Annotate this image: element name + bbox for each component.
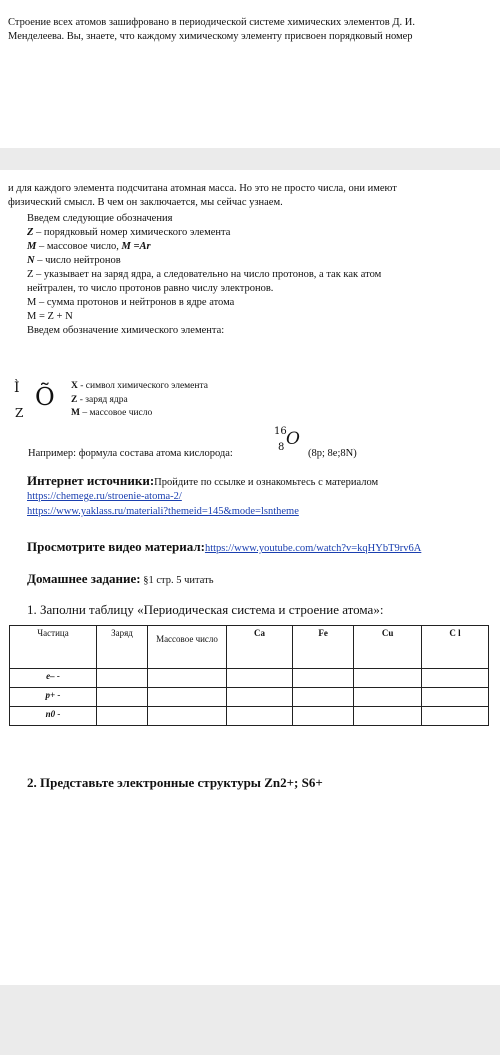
mass-formula: M = Z + N [27, 311, 73, 322]
intro-line-1: и для каждого элемента подсчитана атомная масса. Но это не просто числа, они имеют [8, 183, 397, 194]
notation-mass-index: Ì [14, 380, 20, 396]
table-cell[interactable] [148, 707, 227, 726]
table-cell[interactable] [227, 669, 293, 688]
definition-z-text: – порядковый номер химического элемента [33, 227, 231, 238]
document-page-1 [0, 0, 500, 148]
legend-x-symbol: X [71, 381, 78, 391]
page1-text-line-2: Менделеева. Вы, знаете, что каждому химическому элементу присвоен порядковый номер [8, 31, 413, 42]
link-1-row [27, 490, 182, 503]
table-row [10, 669, 489, 688]
example-text: Например: формула состава атома кислорода: [28, 448, 233, 459]
legend-m-symbol: M [71, 408, 80, 418]
legend-x [71, 380, 208, 393]
chemege-link[interactable]: https://chemege.ru/stroenie-atoma-2/ [27, 491, 182, 502]
legend-m-text: – массовое число [79, 408, 153, 418]
homework-text: §1 стр. 5 читать [140, 575, 214, 586]
table-header-cell: Ca [227, 626, 293, 669]
table-cell[interactable] [422, 688, 489, 707]
table-cell[interactable] [293, 688, 354, 707]
definitions-title: Введем следующие обозначения [27, 213, 173, 224]
legend-x-text: - символ химического элемента [77, 381, 208, 391]
definition-n [27, 254, 121, 267]
yaklass-link[interactable]: https://www.yaklass.ru/materiali?themeid=145&mode=lsntheme [27, 506, 299, 517]
notation-element-symbol: Õ [35, 383, 55, 411]
definition-n-text: – число нейтронов [34, 255, 121, 266]
video-material [27, 540, 421, 555]
legend-m [71, 407, 152, 420]
z-explanation-line-1: Z – указывает на заряд ядра, а следовательно на число протонов, а так как атом [27, 269, 382, 280]
table-cell[interactable] [227, 707, 293, 726]
task-1-title: 1. Заполни таблицу «Периодическая система и строение атома»: [27, 602, 384, 617]
table-row-label: p+ - [10, 688, 97, 707]
table-cell[interactable] [354, 669, 422, 688]
table-cell[interactable] [227, 688, 293, 707]
notation-title: Введем обозначение химического элемента: [27, 325, 225, 336]
legend-z-symbol: Z [71, 395, 78, 405]
example-element-symbol: O [286, 429, 300, 449]
table-header-row [10, 626, 489, 669]
table-header-cell: Cu [354, 626, 422, 669]
definition-z-symbol: Z [27, 227, 34, 238]
table-row [10, 707, 489, 726]
z-explanation-line-2: нейтрален, то число протонов равно числу электронов. [27, 283, 274, 294]
legend-z [71, 394, 128, 407]
table-cell[interactable] [354, 707, 422, 726]
table-row-label: e– - [10, 669, 97, 688]
table-cell[interactable] [422, 707, 489, 726]
definition-z [27, 226, 230, 239]
example-composition: (8p; 8e;8N) [308, 448, 357, 459]
legend-z-text: - заряд ядра [77, 395, 128, 405]
homework-label: Домашнее задание: [27, 571, 141, 586]
link-2-row [27, 505, 299, 518]
definition-m-text: – массовое число, [36, 241, 122, 252]
internet-sources [27, 474, 378, 489]
video-label: Просмотрите видео материал: [27, 539, 205, 554]
homework [27, 572, 214, 587]
definition-m [27, 240, 151, 253]
task-2-title: 2. Представьте электронные структуры Zn2+; S6+ [27, 775, 323, 790]
m-explanation: M – сумма протонов и нейтронов в ядре атома [27, 297, 235, 308]
table-row [10, 688, 489, 707]
table-cell[interactable] [422, 669, 489, 688]
notation-charge-index: Z [15, 406, 24, 420]
table-cell[interactable] [293, 707, 354, 726]
table-cell[interactable] [354, 688, 422, 707]
internet-sources-label: Интернет источники: [27, 473, 155, 488]
periodic-structure-table [9, 625, 489, 726]
example-atomic-number: 8 [278, 442, 285, 453]
definition-n-symbol: N [27, 255, 35, 266]
table-cell[interactable] [97, 669, 148, 688]
intro-line-2: физический смысл. В чем он заключается, мы сейчас узнаем. [8, 197, 283, 208]
table-header-cell: Частица [10, 626, 97, 669]
definition-m-symbol: M [27, 241, 37, 252]
table-cell[interactable] [97, 707, 148, 726]
table-cell[interactable] [148, 688, 227, 707]
table-header-cell: Массовое число [148, 626, 227, 669]
page1-text-line-1: Строение всех атомов зашифровано в периодической системе химических элементов Д. И. [8, 17, 415, 28]
table-header-cell: C l [422, 626, 489, 669]
youtube-link[interactable]: https://www.youtube.com/watch?v=kqHYbT9rv6A [204, 543, 422, 554]
table-cell[interactable] [293, 669, 354, 688]
table-cell[interactable] [97, 688, 148, 707]
internet-sources-text: Пройдите по ссылке и ознакомьтесь с материалом [154, 477, 379, 488]
document-page-2 [0, 170, 500, 985]
table-row-label: n0 - [10, 707, 97, 726]
definition-m-equation: M =Ar [121, 241, 151, 252]
table-cell[interactable] [148, 669, 227, 688]
table-header-cell: Заряд [97, 626, 148, 669]
table-header-cell: Fe [293, 626, 354, 669]
example-mass-number: 16 [274, 426, 287, 437]
